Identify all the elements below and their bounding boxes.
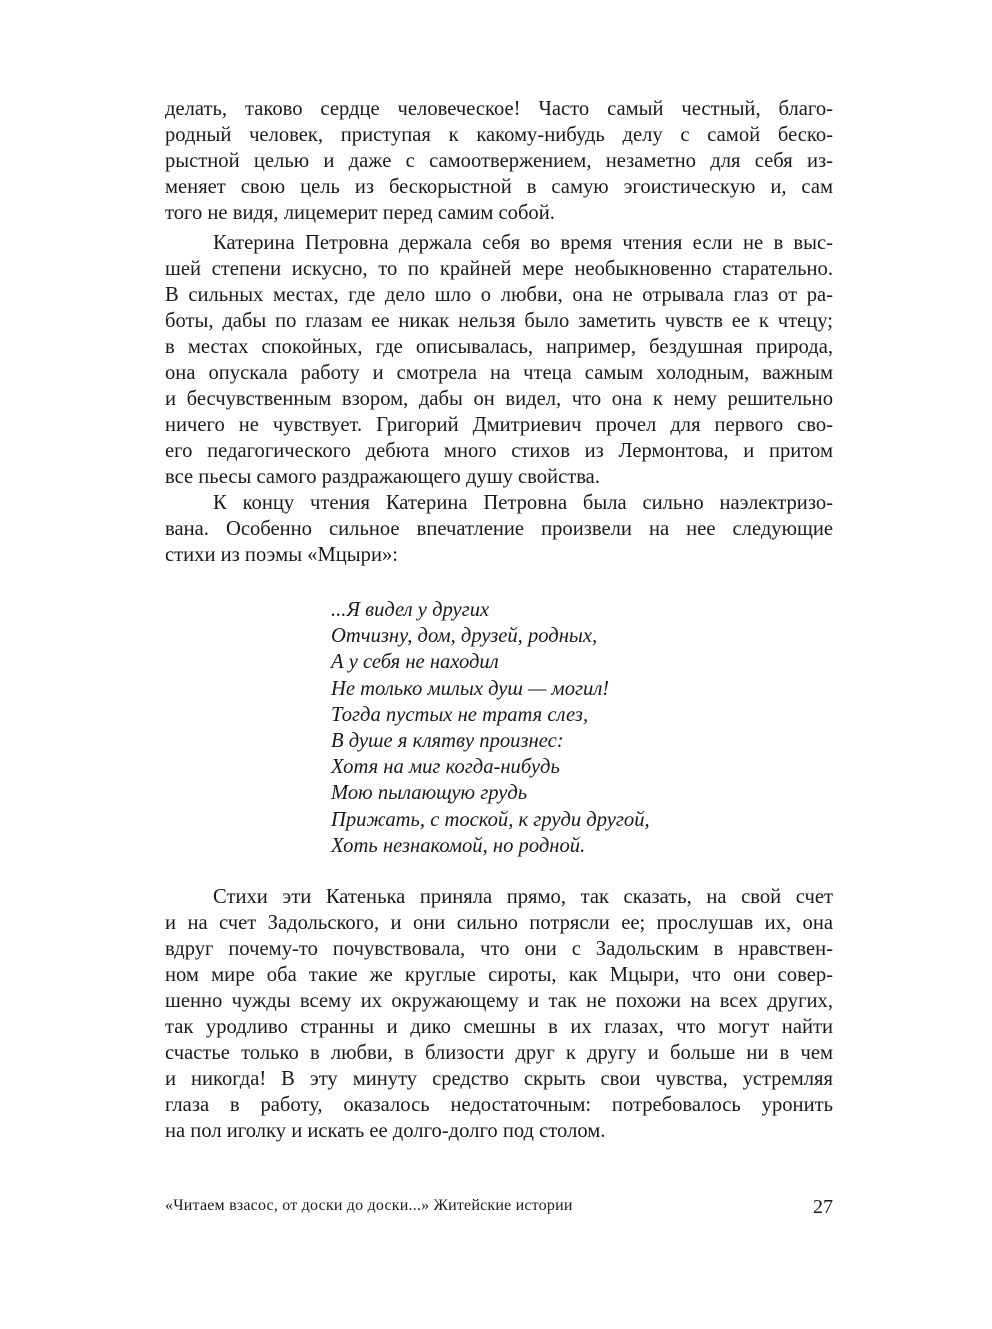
text-line: счастье только в любви, в близости друг к другу и больше ни в чем bbox=[165, 1042, 833, 1064]
poem-line: Не только милых душ — могил! bbox=[331, 677, 610, 700]
text-line: меняет свою цель из бескорыстной в самую эгоистическую и, сам bbox=[165, 176, 833, 198]
poem-line: Отчизну, дом, друзей, родных, bbox=[331, 625, 598, 648]
text-line: и бесчувственным взором, дабы он видел, что она к нему решительно bbox=[165, 388, 833, 410]
text-line: вдруг почему-то почувствовала, что они с Задольским в нравствен- bbox=[165, 938, 833, 960]
text-line: так уродливо странны и дико смешны в их глазах, что могут найти bbox=[165, 1016, 833, 1038]
paragraph-1 bbox=[165, 96, 833, 226]
text-line: все пьесы самого раздражающего душу свойства. bbox=[165, 466, 600, 488]
paragraph-2 bbox=[165, 230, 833, 490]
poem-quote bbox=[331, 597, 650, 859]
poem-line: Прижать, с тоской, к груди другой, bbox=[331, 808, 650, 831]
running-footer-title: «Читаем взасос, от доски до доски...» Житейские истории bbox=[165, 1197, 573, 1214]
text-line: стихи из поэмы «Мцыри»: bbox=[165, 544, 398, 566]
text-line: К концу чтения Катерина Петровна была сильно наэлектризо- bbox=[213, 492, 833, 514]
text-line: В сильных местах, где дело шло о любви, она не отрывала глаз от ра- bbox=[165, 284, 833, 306]
poem-line: Хотя на миг когда-нибудь bbox=[331, 756, 560, 779]
text-line: Катерина Петровна держала себя во время чтения если не в выс- bbox=[213, 232, 833, 254]
text-line: того не видя, лицемерит перед самим собой. bbox=[165, 202, 555, 224]
text-line: его педагогического дебюта много стихов из Лермонтова, и притом bbox=[165, 440, 833, 462]
text-line: ном мире оба такие же круглые сироты, как Мцыри, что они совер- bbox=[165, 964, 833, 986]
poem-line: В душе я клятву произнес: bbox=[331, 729, 564, 752]
text-line: и никогда! В эту минуту средство скрыть свои чувства, устремляя bbox=[165, 1068, 833, 1090]
text-line: родный человек, приступая к какому-нибудь делу с самой беско- bbox=[165, 124, 833, 146]
text-line: шенно чужды всему их окружающему и так не похожи на всех других, bbox=[165, 990, 833, 1012]
text-line: на пол иголку и искать ее долго-долго под столом. bbox=[165, 1120, 606, 1142]
text-line: вана. Особенно сильное впечатление произвели на нее следующие bbox=[165, 518, 833, 540]
text-line: Стихи эти Катенька приняла прямо, так сказать, на свой счет bbox=[213, 886, 833, 908]
text-line: рыстной целью и даже с самоотвержением, незаметно для себя из- bbox=[165, 150, 833, 172]
text-line: боты, дабы по глазам ее никак нельзя было заметить чувств ее к чтецу; bbox=[165, 310, 833, 332]
poem-line: Тогда пустых не тратя слез, bbox=[331, 703, 589, 726]
poem-line: А у себя не находил bbox=[331, 651, 499, 674]
text-line: делать, таково сердце человеческое! Часто самый честный, благо- bbox=[165, 98, 833, 120]
paragraph-3 bbox=[165, 490, 833, 568]
page-number: 27 bbox=[813, 1196, 833, 1218]
text-line: и на счет Задольского, и они сильно потрясли ее; прослушав их, она bbox=[165, 912, 833, 934]
poem-line: ...Я видел у других bbox=[331, 599, 490, 621]
poem-line: Хоть незнакомой, но родной. bbox=[331, 834, 586, 857]
text-line: в местах спокойных, где описывалась, например, бездушная природа, bbox=[165, 336, 833, 358]
text-line: глаза в работу, оказалось недостаточным: потребовалось уронить bbox=[165, 1094, 833, 1116]
text-line: ничего не чувствует. Григорий Дмитриевич прочел для первого сво- bbox=[165, 414, 833, 436]
text-line: она опускала работу и смотрела на чтеца самым холодным, важным bbox=[165, 362, 833, 384]
text-line: шей степени искусно, то по крайней мере необыкновенно старательно. bbox=[165, 258, 833, 280]
poem-line: Мою пылающую грудь bbox=[331, 782, 528, 805]
paragraph-4 bbox=[165, 884, 833, 1144]
